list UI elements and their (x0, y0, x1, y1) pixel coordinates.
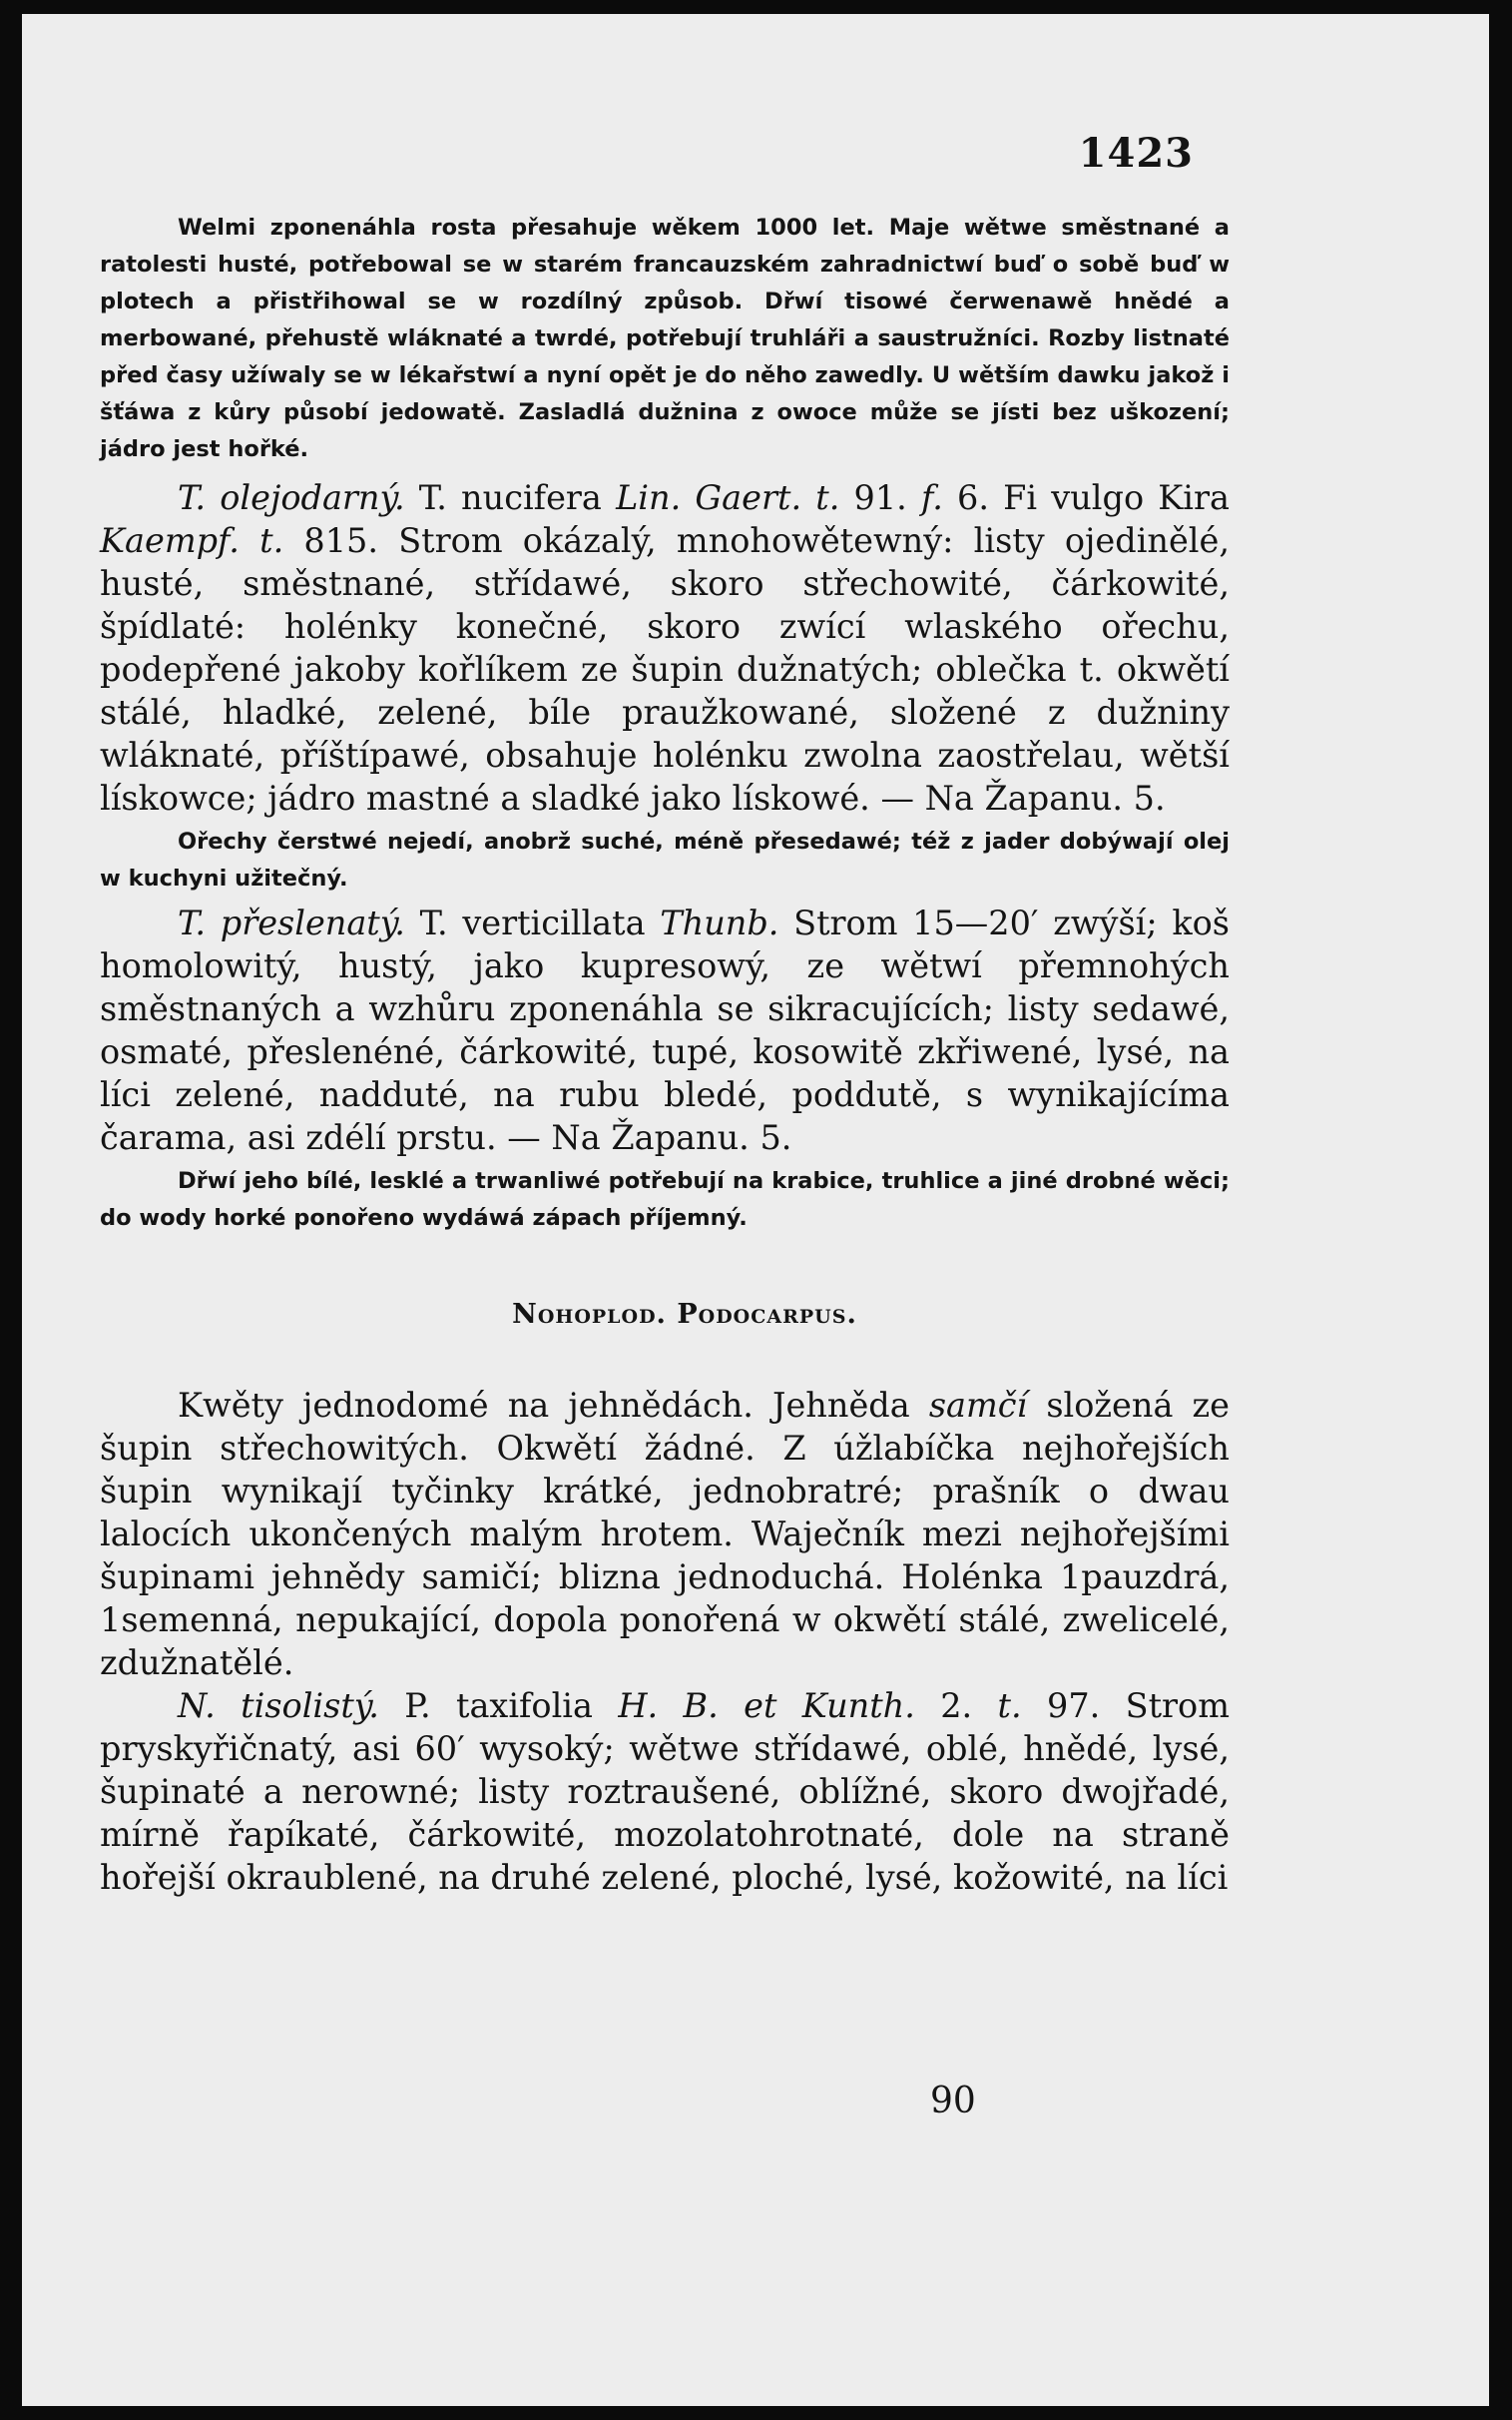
page-number: 1423 (1078, 130, 1194, 177)
signature-mark: 90 (930, 2081, 976, 2121)
species-entry-verticillata (100, 902, 1230, 1159)
species-name-tisolisty: N. tisolistý. (178, 1686, 379, 1725)
genus-description (100, 1384, 1230, 1684)
species-description-nucifera: 815. Strom okázalý, mnohowětewný: listy ojedinělé, husté, směstnané, střídawé, skoro střechowité, čárkowité, špídlaté: holénky konečné, skoro zwící wlaského ořechu, podepřené jakoby kořlíkem ze šupin dužnatých; oblečka t. okwětí stálé, hladké, zelené, bíle praužkowané, složené z dužniny wláknaté, příštípawé, obsahuje holénku zwolna zaostřelau, wětší lískowce; jádro mastné a sladké jako lískowé. — Na Žapanu. 5. (100, 521, 1230, 818)
species-name-preslenaty: T. přeslenatý. (178, 904, 405, 942)
genus-heading (100, 1299, 1230, 1330)
note-verticillata: Dřwí jeho bílé, lesklé a trwanliwé potřebují na krabice, truhlice a jiné drobné wěci; do wody horké ponořeno wydáwá zápach příjemný. (100, 1168, 1230, 1231)
author-citation-nucifera: Lin. Gaert. t. (616, 478, 840, 517)
plate-reference-91: 91. (839, 478, 921, 517)
author-citation-kaempfer: Kaempf. t. (100, 521, 284, 560)
genus-description-part-b: složená ze šupin střechowitých. Okwětí žádné. Z úžlabíčka nejhořejších šupin wynikají tyčinky krátké, jednobratré; prašník o dwau lalocích ukončených malým hrotem. Waječník mezi nejhořejšími šupinami jehnědy samičí; blizna jednoduchá. Holénka 1pauzdrá, 1semenná, nepukající, dopola ponořená w okwětí stálé, zwelicelé, zdužnatělé. (100, 1386, 1230, 1682)
species-entry-taxifolia (100, 1684, 1230, 1899)
species-name-olejodarny: T. olejodarný. (178, 478, 405, 517)
genus-description-part-a: Kwěty jednodomé na jehnědách. Jehněda (178, 1386, 929, 1425)
latin-name-taxifolia: P. taxifolia (378, 1686, 619, 1725)
page-body (100, 210, 1230, 1899)
paragraph-yew-wood-uses: Welmi zponenáhla rosta přesahuje wěkem 1000 let. Maje wětwe směstnané a ratolesti husté, potřebowal se w starém francauzském zahradnictwí buď o sobě buď w plotech a přistřihowal se w rozdílný způsob. Dřwí tisowé čerwenawě hnědé a merbowané, přehustě wláknaté a twrdé, potřebují truhláři a saustružníci. Rozby listnaté před časy užíwaly se w lékařstwí a nyní opět je do něho zawedly. U wětším dawku jakož i šťáwa z kůry působí jedowatě. Zasladlá dužnina z owoce může se jísti bez uškození; jádro jest hořké. (100, 215, 1230, 462)
book-page (22, 14, 1489, 2406)
author-citation-thunberg: Thunb. (660, 904, 779, 942)
volume-reference: 2. (914, 1686, 998, 1725)
note-nucifera: Ořechy čerstwé nejedí, anobrž suché, méně přesedawé; též z jader dobýwají olej w kuchyni užitečný. (100, 829, 1230, 892)
latin-name-nucifera: T. nucifera (404, 478, 617, 517)
species-description-taxifolia: 97. Strom pryskyřičnatý, asi 60′ wysoký; wětwe střídawé, oblé, hnědé, lysé, šupinaté a nerowné; listy roztraušené, oblížné, skoro dwojřadé, mírně řapíkaté, čárkowité, mozolatohrotnaté, dole na straně hořejší okraublené, na druhé zelené, ploché, lysé, kožowité, na líci (100, 1686, 1230, 1897)
author-citation-hbk: H. B. et Kunth. (618, 1686, 915, 1725)
species-entry-nucifera (100, 476, 1230, 820)
figure-abbrev: f. (921, 478, 943, 517)
plate-reference-vulgo: 6. Fi vulgo Kira (942, 478, 1231, 517)
genus-heading-text: Nohoplod. Podocarpus. (512, 1299, 857, 1330)
species-description-verticillata: Strom 15—20′ zwýší; koš homolowitý, hustý, jako kupresowý, ze wětwí přemnohých směstnaných a wzhůru zponenáhla se sikracujících; listy sedawé, osmaté, přeslenéné, čárkowité, tupé, kosowitě zkřiwené, lysé, na líci zelené, nadduté, na rubu bledé, poddutě, s wynikajícíma čarama, asi zdélí prstu. — Na Žapanu. 5. (100, 904, 1230, 1157)
plate-abbrev: t. (997, 1686, 1022, 1725)
term-samci: samčí (928, 1386, 1028, 1425)
latin-name-verticillata: T. verticillata (404, 904, 661, 942)
